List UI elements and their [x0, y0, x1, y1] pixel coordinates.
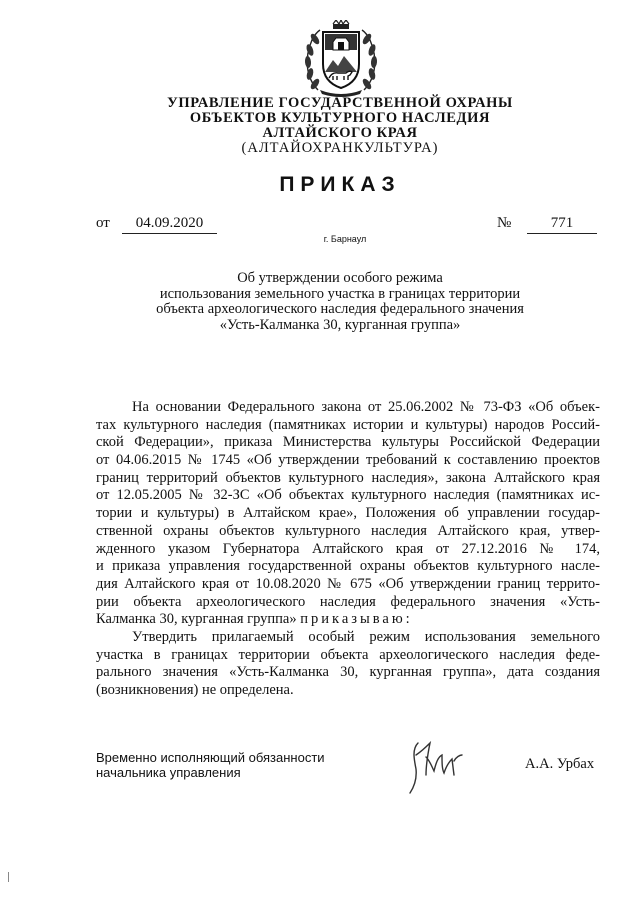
agency-name-line3: АЛТАЙСКОГО КРАЯ — [262, 125, 418, 141]
body-line: дия Алтайского края от 10.08.2020 № 675 «Об утверждении границ террито- — [96, 575, 600, 592]
agency-abbreviation: (АЛТАЙОХРАНКУЛЬТУРА) — [241, 140, 439, 156]
number-label: № — [497, 215, 512, 231]
subject-line: Об утверждении особого режима — [237, 270, 443, 286]
body-line: жденного указом Губернатора Алтайского края от 27.12.2016 № 174, — [96, 540, 600, 557]
body-line: и приказа управления государственной охраны объектов культурного насле- — [96, 558, 600, 575]
document-body — [96, 399, 600, 700]
signer-position — [96, 750, 325, 780]
document-subject — [120, 271, 560, 333]
document-city: г. Барнаул — [323, 234, 367, 244]
body-line: от 12.05.2005 № 32-ЗС «Об объектах культурного наследия (памятниках ис- — [96, 487, 600, 504]
signer-position-line1: Временно исполняющий обязанности — [96, 750, 325, 765]
scan-edge-mark — [8, 872, 9, 882]
body-line: На основании Федерального закона от 25.06.2002 № 73-ФЗ «Об объек- — [132, 399, 600, 415]
body-line: ственной охраны объектов культурного наследия Алтайского края, утвер- — [96, 522, 600, 539]
subject-line: использования земельного участка в границах территории — [159, 285, 521, 302]
body-line: Калманка 30, курганная группа» — [96, 611, 297, 628]
body-line: Утвердить прилагаемый особый режим использования земельного — [132, 628, 600, 645]
body-line: (возникновения) не определена. — [96, 682, 294, 698]
body-line: от 04.06.2015 № 1745 «Об утверждении требований к составлению проектов — [96, 452, 600, 469]
body-line: ской Федерации», приказа Министерства культуры Российской Федерации — [96, 434, 600, 451]
order-word: приказываю: — [300, 611, 413, 628]
coat-of-arms-icon — [300, 20, 382, 100]
body-line: рального значения «Усть-Калманка 30, курганная группа», дата создания — [96, 664, 600, 681]
agency-name-line1: УПРАВЛЕНИЕ ГОСУДАРСТВЕННОЙ ОХРАНЫ — [167, 95, 513, 111]
subject-line: «Усть-Калманка 30, курганная группа» — [219, 316, 461, 333]
subject-line: объекта археологического наследия федерального значения — [156, 301, 524, 317]
body-line: тах культурного наследия (памятниках истории и культуры) народов Россий- — [96, 416, 600, 433]
agency-name-line2: ОБЪЕКТОВ КУЛЬТУРНОГО НАСЛЕДИЯ — [189, 110, 491, 126]
signer-name: А.А. Урбах — [525, 756, 595, 772]
body-line-order — [96, 611, 600, 629]
body-line: рии объекта археологического наследия федерального значения «Усть- — [96, 593, 600, 610]
date-label: от — [96, 215, 110, 231]
handwritten-signature-icon — [396, 735, 476, 799]
document-type-title: ПРИКАЗ — [279, 173, 401, 196]
document-date: 04.09.2020 — [122, 215, 217, 234]
body-line: границ территорий объектов культурного наследия», закона Алтайского края — [96, 469, 600, 486]
signer-position-line2: начальника управления — [96, 765, 241, 780]
body-line: участка в границах территории объекта археологического наследия феде- — [96, 646, 600, 663]
document-number: 771 — [527, 215, 597, 234]
body-line: тории и культуры) в Алтайском крае», Положения об управлении государ- — [96, 505, 600, 522]
